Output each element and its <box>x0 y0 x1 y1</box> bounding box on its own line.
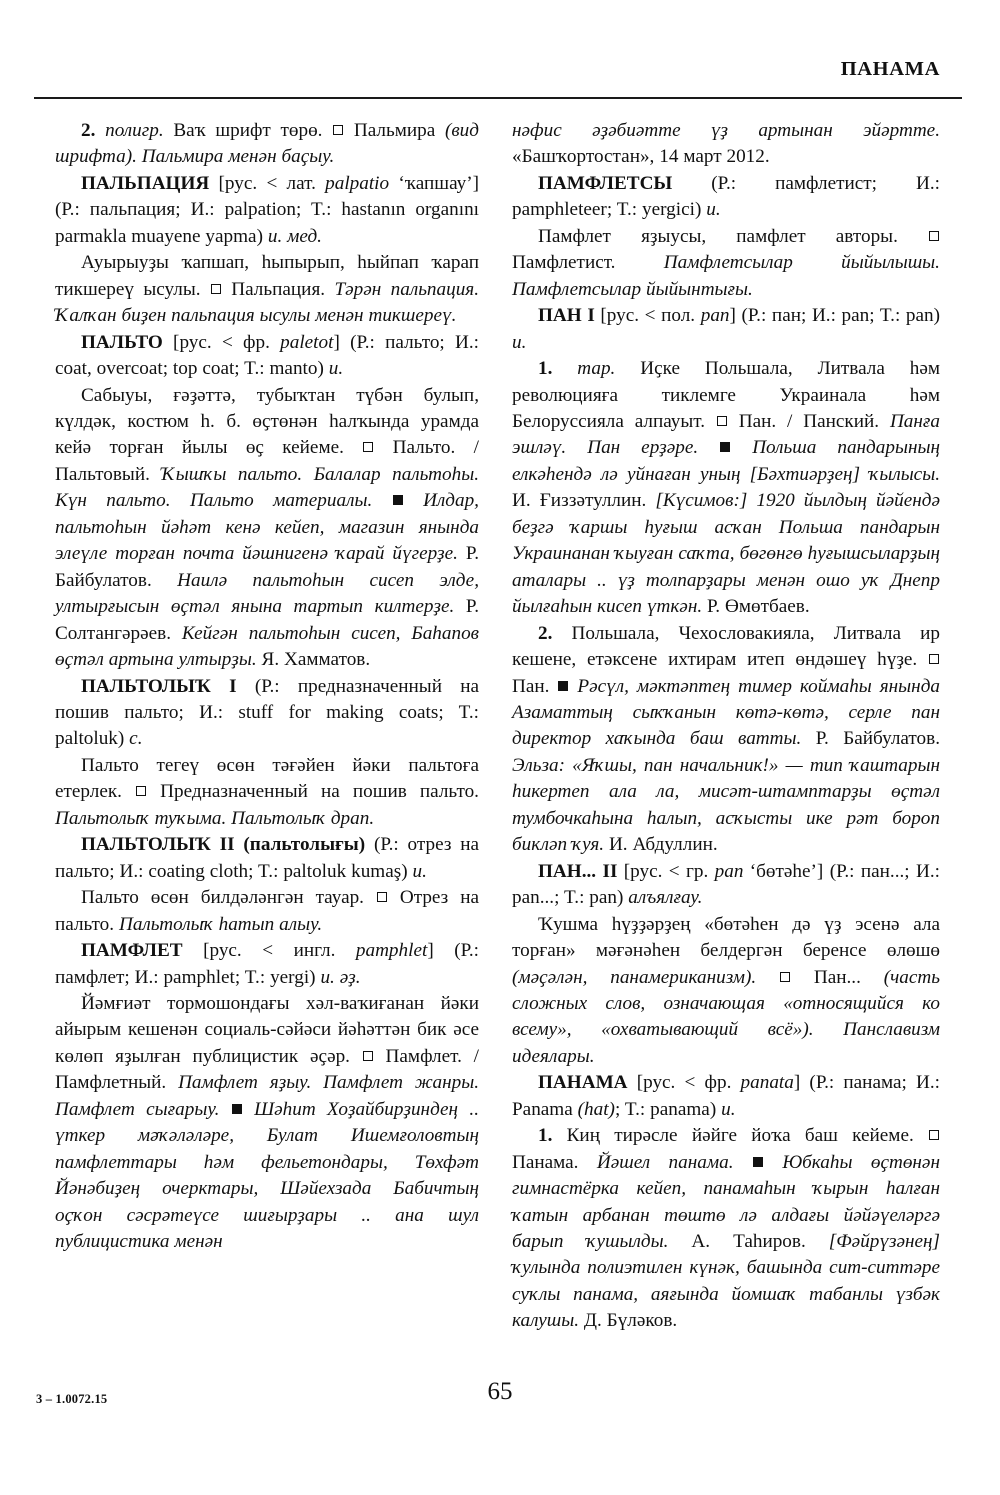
filled-square-icon <box>753 1157 763 1167</box>
filled-square-icon <box>232 1104 242 1114</box>
italic-gloss: Панға эшләү. Пан ерҙәре. <box>512 410 940 459</box>
dictionary-definition: Памфлет яҙыусы, памфлет авторы. Памфлетист. Памфлетсылар йыйылышы. Памфлетсылар йыйынтығы. <box>512 225 940 300</box>
headword: ПАН I <box>538 305 595 327</box>
open-square-icon <box>211 284 221 294</box>
italic-gloss: нәфис әҙәбиәтте үҙ артынан эйәртте. <box>512 120 940 141</box>
dictionary-sense: 1. Киң тирәсле йәйге йоҡа баш кейеме. Панама. Йәшел панама. Юбкаһы өҫтөнән гимнастёрка кейеп, панамаһын ҡырын һалған ҡатын арбанан төштө лә алдағы йәйәүеләргә барып ҡушылды. А. Таһиров. [Фәйрүзәнең] ҡулында полиэтилен күнәк, башында сит-ситтәре суҡлы панама, аяғында йомшаҡ табанлы үзбәк калушы. Д. Бүләков. <box>512 1125 940 1332</box>
headword: ПАМФЛЕТСЫ <box>538 172 673 194</box>
italic-gloss: и. <box>512 331 527 353</box>
italic-gloss: Ҡышҡы пальто. Балалар пальтоһы. Күн пальто. Пальто материалы. <box>55 463 479 512</box>
italic-gloss: [Күсимов:] 1920 йылдың йәйендә беҙгә ҡаршы һуғыш асҡан Польша пандарын Украинанан ҡыуған саҡта, бөгөнгө һуғышсыларҙың аталары .. үҙ толпарҙары менән ошо уҡ Днепр йылғаһын кисеп үткән. <box>512 490 940 618</box>
headword: ПАНАМА <box>538 1072 628 1094</box>
dictionary-entry: ПАНАМА [рус. < фр. panata] (Р.: панама; И.: Panama (hat); T.: panama) и. <box>512 1072 940 1120</box>
running-head: ПАНАМА <box>840 58 940 80</box>
open-square-icon <box>929 654 939 664</box>
header-rule <box>34 97 962 99</box>
italic-gloss: Памфлетсылар йыйылышы. Памфлетсылар йыйынтығы. <box>512 252 940 300</box>
filled-square-icon <box>393 495 403 505</box>
italic-gloss: с. <box>129 728 143 750</box>
sense-number: 1. <box>538 358 553 380</box>
italic-gloss: Пальтолыҡ туҡыма. Пальтолыҡ драп. <box>55 807 375 829</box>
italic-gloss: pan <box>714 860 744 882</box>
italic-gloss: Кейгән пальтоһын сисеп, Баһапов өҫтәл артына ултырҙы. <box>55 622 480 671</box>
headword: ПАН... II <box>538 860 618 882</box>
dictionary-sense: 1. тар. Иҫке Польшала, Литвала һәм революцияға тиклемге Украинала һәм Белоруссияла алпауыт. Пан. / Панский. Панға эшләү. Пан ерҙәре. Польша пандарының елкәһендә лә уйнаған уның [Бәхтиәрҙең] ҡылысы. И. Ғиззәтуллин. [Күсимов:] 1920 йылдың йәйендә беҙгә ҡаршы һуғыш асҡан Польша пандарын Украинанан ҡыуған саҡта, бөгөнгө һуғышсыларҙың аталары .. үҙ толпарҙары менән ошо уҡ Днепр йылғаһын кисеп үткән. Р. Өмөтбаев. <box>512 358 940 618</box>
open-square-icon <box>929 1130 939 1140</box>
italic-gloss: (мәҫәлән, панамериканизм). <box>512 966 757 988</box>
italic-gloss: Памфлет яҙыу. Памфлет жанры. Памфлет сығарыу. <box>55 1072 479 1120</box>
dictionary-definition: Йәмғиәт тормошондағы хәл-ваҡиғанан йәки айырым кешенән социаль-сәйәси йәһәттән бик әсе көлөп яҙылған публицистик әҫәр. Памфлет. / Памфлетный. Памфлет яҙыу. Памфлет жанры. Памфлет сығарыу. Шәһит Хоҙайбирҙиндең .. үткер мәҡәләләре, Булат Ишемғоловтың памфлеттары һәм фельетондары, Төхфәт Йәнәбиҙең очерктары, Шәйехзада Бабичтың оҫҡон сәсрәтеүсе шиғырҙары .. ана шул публицистика менән <box>55 992 479 1253</box>
open-square-icon <box>377 892 387 902</box>
italic-gloss: palpatio <box>325 172 390 194</box>
italic-gloss: pan <box>700 305 730 327</box>
filled-square-icon <box>720 442 730 452</box>
sense-number: 1. <box>538 1125 553 1147</box>
italic-gloss: и. әҙ. <box>320 966 361 988</box>
dictionary-definition: Сабыуы, ғәҙәттә, тубыҡтан түбән булып, күлдәк, костюм һ. б. өҫтөнән һалҡында урамда кейә торған йылы өҫ кейеме. Пальто. / Пальтовый. Ҡышҡы пальто. Балалар пальтоһы. Күн пальто. Пальто материалы. Илдар, пальтоһын йәһәт кенә кейеп, магазин янында элеүле торған почта йәшнигенә ҡарай йүгерҙе. Р. Байбулатов. Наилә пальтоһын сисеп элде, ултырғысын өҫтәл янына тартып килтерҙе. Р. Солтангәрәев. Кейгән пальтоһын сисеп, Баһапов өҫтәл артына ултырҙы. Я. Хамматов. <box>55 384 480 671</box>
open-square-icon <box>780 972 790 982</box>
dictionary-entry: ПАН... II [рус. < гр. pan ‘бөтәһе’] (Р.: пан...; И.: pan...; T.: pan) алъялғау. <box>512 860 940 909</box>
italic-gloss: и. <box>721 1098 736 1120</box>
open-square-icon <box>717 416 727 426</box>
headword: ПАЛЬТОЛЫҠ I <box>81 675 237 697</box>
dictionary-sense: 2. Польшала, Чехословакияла, Литвала ир кешене, етәксене ихтирам итеп өндәшеү һүҙе. Пан. Рәсүл, мәктәптең тимер коймаһы янында Азаматтың сыҡҡанын көтә-көтә, серле пан директор хаҡында баш ватты. Р. Байбулатов. Эльза: «Яҡшы, пан начальник!» — тип ҡаштарын һикертеп ала ла, мисәт-штамптарҙы өҫтәл тумбочкаһына һалып, асҡысты ике рәт бороп бикләп ҡуя. И. Абдуллин. <box>512 622 940 856</box>
dictionary-entry: ПАЛЬТОЛЫҠ I (Р.: предназначенный на пошив пальто; И.: stuff for making coats; T.: paltoluk) с. <box>55 675 479 750</box>
dictionary-definition: Ҡушма һүҙҙәрҙең «бөтәһен дә үҙ эсенә ала торған» мәғәнәһен белдергән беренсе өлөшө (мәҫәлән, панамериканизм). Пан... (часть сложных слов, означающая «относящийся ко всему», «охватывающий всё»). Панславизм идеялары. <box>512 913 940 1067</box>
headword: ПАМФЛЕТ <box>81 940 183 962</box>
italic-gloss: тар. <box>577 358 616 380</box>
open-square-icon <box>363 1051 373 1061</box>
italic-gloss: Польша пандарының елкәһендә лә уйнаған уның [Бәхтиәрҙең] ҡылысы. <box>512 437 940 485</box>
open-square-icon <box>136 786 146 796</box>
italic-gloss: Наилә пальтоһын сисеп элде, ултырғысын өҫтәл янына тартып килтерҙе. <box>55 569 479 618</box>
italic-gloss: алъялғау. <box>628 887 703 909</box>
italic-gloss: Илдар, пальтоһын йәһәт кенә кейеп, магазин янында элеүле торған почта йәшнигенә ҡарай йүгерҙе. <box>55 490 479 565</box>
headword: ПАЛЬПАЦИЯ <box>81 172 210 194</box>
italic-gloss: Рәсүл, мәктәптең тимер коймаһы янында Азаматтың сыҡҡанын көтә-көтә, серле пан директор хаҡында баш ватты. <box>512 675 940 750</box>
italic-gloss: и. <box>412 860 427 882</box>
italic-gloss: Тәрән пальпация. Ҡалҡан биҙен пальпация ысулы менән тикшереү. <box>55 278 480 327</box>
dictionary-entry: ПАМФЛЕТ [рус. < ингл. pamphlet] (Р.: памфлет; И.: pamphlet; T.: yergi) и. әҙ. <box>55 940 480 988</box>
italic-gloss: (часть сложных слов, означающая «относящийся ко всему», «охватывающий всё»). Панславизм идеялары. <box>512 966 940 1067</box>
dictionary-entry: ПАЛЬТОЛЫҠ II (пальтолығы) (Р.: отрез на пальто; И.: coating cloth; T.: paltoluk kumaş) и. <box>55 834 479 882</box>
dictionary-entry: ПАЛЬПАЦИЯ [рус. < лат. palpatio ‘ҡапшау’] (Р.: пальпация; И.: palpation; T.: hastanın organını parmakla muayene yapma) и. мед. <box>55 172 479 247</box>
page-number: 65 <box>487 1378 513 1405</box>
dictionary-definition: Ауырыуҙы ҡапшап, һыпырып, һыйпап ҡарап тикшереү ысулы. Пальпация. Тәрән пальпация. Ҡалҡан биҙен пальпация ысулы менән тикшереү. <box>55 252 480 327</box>
italic-gloss: (вид шрифта). Пальмира менән баҫыу. <box>55 120 479 168</box>
italic-gloss: panata <box>740 1072 794 1094</box>
italic-gloss: и. <box>706 199 721 221</box>
left-column <box>55 118 479 1255</box>
sense-number: 2. <box>538 622 553 644</box>
dictionary-entry: ПАН I [рус. < пол. pan] (Р.: пан; И.: pan; T.: pan) и. <box>512 305 940 353</box>
italic-gloss: и. <box>328 358 344 380</box>
dictionary-definition: Пальто тегеү өсөн тәғәйен йәки пальтоға етерлек. Предназначенный на пошив пальто. Пальтолыҡ туҡыма. Пальтолыҡ драп. <box>55 754 479 829</box>
italic-gloss: [Фәйрүзәнең] ҡулында полиэтилен күнәк, башында сит-ситтәре суҡлы панама, аяғында йомшаҡ табанлы үзбәк калушы. <box>512 1231 940 1332</box>
italic-gloss: pamphlet <box>355 940 428 962</box>
open-square-icon <box>363 442 373 452</box>
italic-gloss: полигр. <box>105 120 164 141</box>
open-square-icon <box>333 125 343 135</box>
open-square-icon <box>929 231 939 241</box>
filled-square-icon <box>558 681 568 691</box>
dictionary-entry: ПАМФЛЕТСЫ (Р.: памфлетист; И.: pamphleteer; T.: yergici) и. <box>512 172 940 221</box>
sense-number: 2. <box>81 120 96 141</box>
italic-gloss: Шәһит Хоҙайбирҙиндең .. үткер мәҡәләләре, Булат Ишемғоловтың памфлеттары һәм фельетондары, Төхфәт Йәнәбиҙең очерктары, Шәйехзада Бабичтың оҫҡон сәсрәтеүсе шиғырҙары .. ана шул публицистика менән <box>55 1098 479 1253</box>
dictionary-entry: ПАЛЬТО [рус. < фр. paletot] (Р.: пальто; И.: coat, overcoat; top coat; T.: manto) и. <box>55 331 479 380</box>
italic-gloss: Йәшел панама. <box>596 1151 734 1173</box>
italic-gloss: (hat) <box>577 1098 615 1120</box>
headword: ПАЛЬТОЛЫҠ II (пальтолығы) <box>81 834 366 856</box>
italic-gloss: paletot <box>280 331 334 353</box>
italic-gloss: Юбкаһы өҫтөнән гимнастёрка кейеп, панамаһын ҡырын һалған ҡатын арбанан төштө лә алдағы йәйәүеләргә барып ҡушылды. <box>512 1151 940 1253</box>
dictionary-definition: Пальто өсөн билдәләнгән тауар. Отрез на пальто. Пальтолыҡ һатып алыу. <box>55 887 479 935</box>
right-column <box>512 118 940 1335</box>
italic-gloss: Пальтолыҡ һатып алыу. <box>118 913 323 935</box>
italic-gloss: Эльза: «Яҡшы, пан начальник!» — тип ҡаштарын һикертеп ала ла, мисәт-штамптарҙы өҫтәл тумбочкаһына һалып, асҡысты ике рәт бороп бикләп ҡуя. <box>512 754 940 856</box>
headword: ПАЛЬТО <box>81 331 163 353</box>
dictionary-sense-continuation: 2. полигр. Ваҡ шрифт төрө. Пальмира (вид шрифта). Пальмира менән баҫыу. <box>55 120 479 168</box>
italic-gloss: и. мед. <box>267 225 322 247</box>
signature-mark: 3 – 1.0072.15 <box>36 1392 108 1406</box>
dictionary-quote-continuation: нәфис әҙәбиәтте үҙ артынан эйәртте. «Башҡортостан», 14 март 2012. <box>512 120 940 168</box>
